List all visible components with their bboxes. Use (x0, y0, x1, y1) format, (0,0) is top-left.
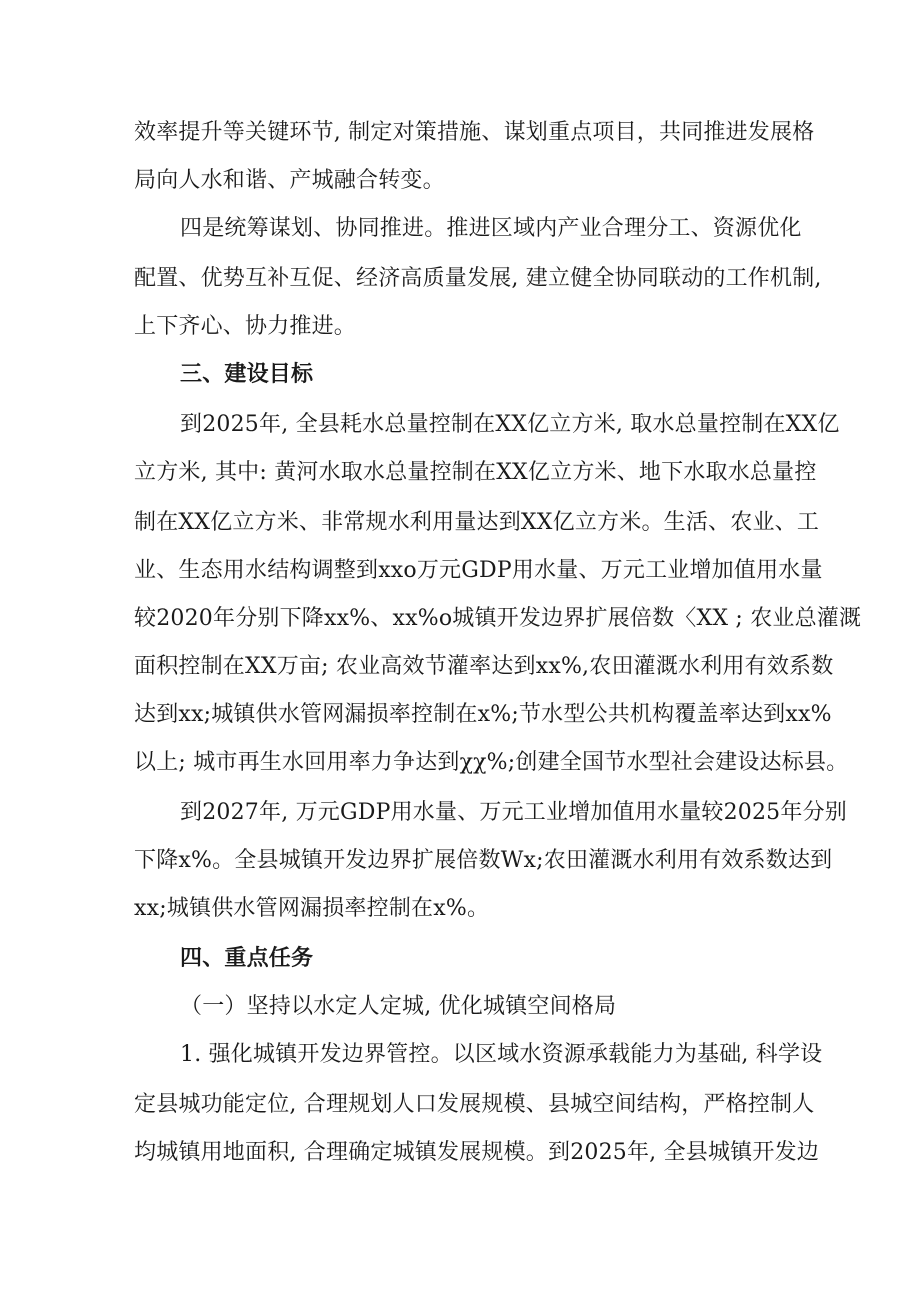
text-line: 下降x%。全县城镇开发边界扩展倍数Wx;农田灌溉水利用有效系数达到 (134, 848, 833, 873)
text-line: 业、生态用水结构调整到xxo万元GDP用水量、万元工业增加值用水量 (134, 558, 823, 583)
text-line: 上下齐心、协力推进。 (134, 314, 357, 339)
section-heading: 三、建设目标 (180, 362, 314, 387)
section-heading: 四、重点任务 (180, 946, 314, 971)
text-line: 局向人水和谐、产城融合转变。 (134, 168, 445, 193)
text-line: 四是统筹谋划、协同推进。推进区域内产业合理分工、资源优化 (180, 216, 802, 241)
text-line: 1. 强化城镇开发边界管控。以区域水资源承载能力为基础, 科学设 (180, 1042, 823, 1067)
subsection-heading: （一）坚持以水定人定城, 优化城镇空间格局 (180, 994, 617, 1019)
text-line: 较2020年分别下降xx%、xx%o城镇开发边界扩展倍数〈XX ; 农业总灌溉 (134, 606, 862, 631)
text-line: 立方米, 其中: 黄河水取水总量控制在XX亿立方米、地下水取水总量控 (134, 460, 817, 485)
text-line: 效率提升等关键环节, 制定对策措施、谋划重点项目，共同推进发展格 (134, 120, 815, 145)
text-line: 达到xx;城镇供水管网漏损率控制在x%;节水型公共机构覆盖率达到xx% (134, 702, 832, 727)
text-line: 面积控制在XX万亩; 农业高效节灌率达到xx%,农田灌溉水利用有效系数 (134, 654, 834, 679)
text-line: 到2027年, 万元GDP用水量、万元工业增加值用水量较2025年分别 (180, 800, 847, 825)
text-line: 制在XX亿立方米、非常规水利用量达到XX亿立方米。生活、农业、工 (134, 510, 820, 535)
text-line: 配置、优势互补互促、经济高质量发展, 建立健全协同联动的工作机制, (134, 266, 822, 291)
text-line: 到2025年, 全县耗水总量控制在XX亿立方米, 取水总量控制在XX亿 (180, 412, 840, 437)
text-line: 均城镇用地面积, 合理确定城镇发展规模。到2025年, 全县城镇开发边 (134, 1140, 819, 1165)
text-line: 以上; 城市再生水回用率力争达到χχ%;创建全国节水型社会建设达标县。 (134, 750, 849, 775)
text-line: 定县城功能定位, 合理规划人口发展规模、县城空间结构，严格控制人 (134, 1092, 815, 1117)
text-line: xx;城镇供水管网漏损率控制在x%。 (134, 896, 490, 921)
